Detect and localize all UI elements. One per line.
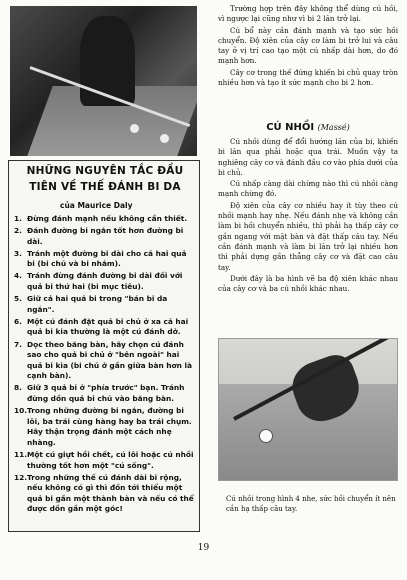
paragraph: Độ xiên của cây cơ nhiều hay ít tùy theo cú nhồi mạnh hay nhẹ. Nếu đánh nhẹ và không cần làm bi hồi chuyển nhiều, thì phải hạ thấp cây cơ gần ngang với mặt bàn và đặt thấp câu tay. Nếu cần đánh mạnh và làm bi lăn trở lại nhiều hơn thì phải dựng gần thẳng cây cơ và đặt cao câu tay.	[218, 200, 398, 272]
rule-item: 11. Một cú giựt hồi chết, cú lôi hoặc cú nhồi thường tốt hơn một "cú sống".	[14, 449, 194, 470]
rule-item: 1. Đừng đánh mạnh nếu không cần thiết.	[14, 214, 188, 223]
section-title: CÚ NHỒI	[266, 122, 315, 133]
rules-list	[14, 214, 196, 517]
paragraph: Trường hợp trên đây không thể dùng cú hồi, vì ngược lại cũng như vì bi 2 lăn trở lại.	[218, 4, 398, 24]
billiard-player-photo	[10, 6, 197, 156]
ball-shape	[130, 124, 139, 133]
rules-author: của Maurice Daly	[60, 201, 133, 210]
photo-caption: Cú nhồi trong hình 4 nhe, sức hồi chuyển ít nên cần hạ thấp câu tay.	[226, 495, 396, 513]
page-number: 19	[197, 543, 210, 553]
paragraph: Cú nhồi dùng để đổi hướng lăn của bi, khiến bi lăn qua phải hoặc qua trái. Muốn vậy ta nghiêng cây cơ và đánh đầu cơ vào phía dưới của bi chủ.	[218, 137, 398, 177]
rules-title-line2: TIÊN VỀ THẾ ĐÁNH BI DA	[29, 181, 181, 193]
rule-item: 8. Giữ 3 quả bi ở "phía trước" bạn. Tránh đừng dồn quả bi chủ vào băng bàn.	[14, 383, 185, 403]
paragraph: Cú nhấp càng dài chừng nào thì cú nhồi càng mạnh chừng đó.	[218, 179, 398, 199]
paragraph: Cây cơ trong thế đứng khiến bi chủ quay tròn nhiều hơn và tạo ít sức mạnh cho bi 2 hơn.	[218, 67, 398, 88]
section-body	[218, 137, 398, 295]
paragraph: Dưới đây là ba hình vẽ ba độ xiên khác nhau của cây cơ và ba cú nhồi khác nhau.	[218, 273, 398, 294]
player-figure-shape	[80, 16, 135, 106]
right-column-text	[218, 4, 398, 89]
rules-title	[12, 163, 198, 195]
section-heading	[218, 122, 398, 133]
ball-shape	[259, 429, 273, 443]
rule-item: 5. Giữ cả hai quả bi trong "bán bi da ngắn".	[14, 294, 168, 314]
section-subtitle: (Massé)	[317, 123, 350, 132]
rules-title-line1: NHỮNG NGUYÊN TẮC ĐẦU	[26, 165, 184, 177]
rule-item: 6. Một cú đánh đặt quả bi chủ ở xa cả hai quả bi kia thường là một cú đánh dở.	[14, 316, 189, 337]
ball-shape	[160, 134, 169, 143]
rule-item: 3. Tránh một đường bi dài cho cả hai quả bi (bi chủ và bi nhắm).	[14, 248, 187, 269]
rule-item: 10. Trong những đường bi ngắn, đường bi lôi, ba trái cùng hàng hay ba trái chụm. Hãy thận trọng đánh một cách nhẹ nhàng.	[14, 406, 192, 447]
rule-item: 2. Đánh đường bi ngắn tốt hơn đường bi dài.	[14, 226, 184, 246]
rule-item: 4. Tránh đừng đánh đường bi dài đối với quả bi thứ hai (bi mục tiêu).	[14, 271, 183, 292]
masse-shot-photo	[218, 338, 398, 481]
rule-item: 7. Dọc theo băng bàn, hãy chọn cú đánh sao cho quả bi chủ ở "bên ngoài" hai quả bi kia (bi chủ ở gần giữa bàn hơn là cạnh bàn).	[14, 339, 192, 381]
paragraph: Cú bổ này cần đánh mạnh và tạo sức hồi chuyển. Độ xiên của cây cơ làm bi trở lui và câu tay ở vị trí cao tạo một cú nhấp dài hơn, do đó mạnh hơn.	[218, 25, 398, 66]
rule-item: 12. Trong những thế cú đánh dài bi rộng, nếu không có gì thì đồn tới thiểu một quả bi gần một thành bàn và nếu có thể được dồn gần một góc!	[14, 472, 194, 514]
